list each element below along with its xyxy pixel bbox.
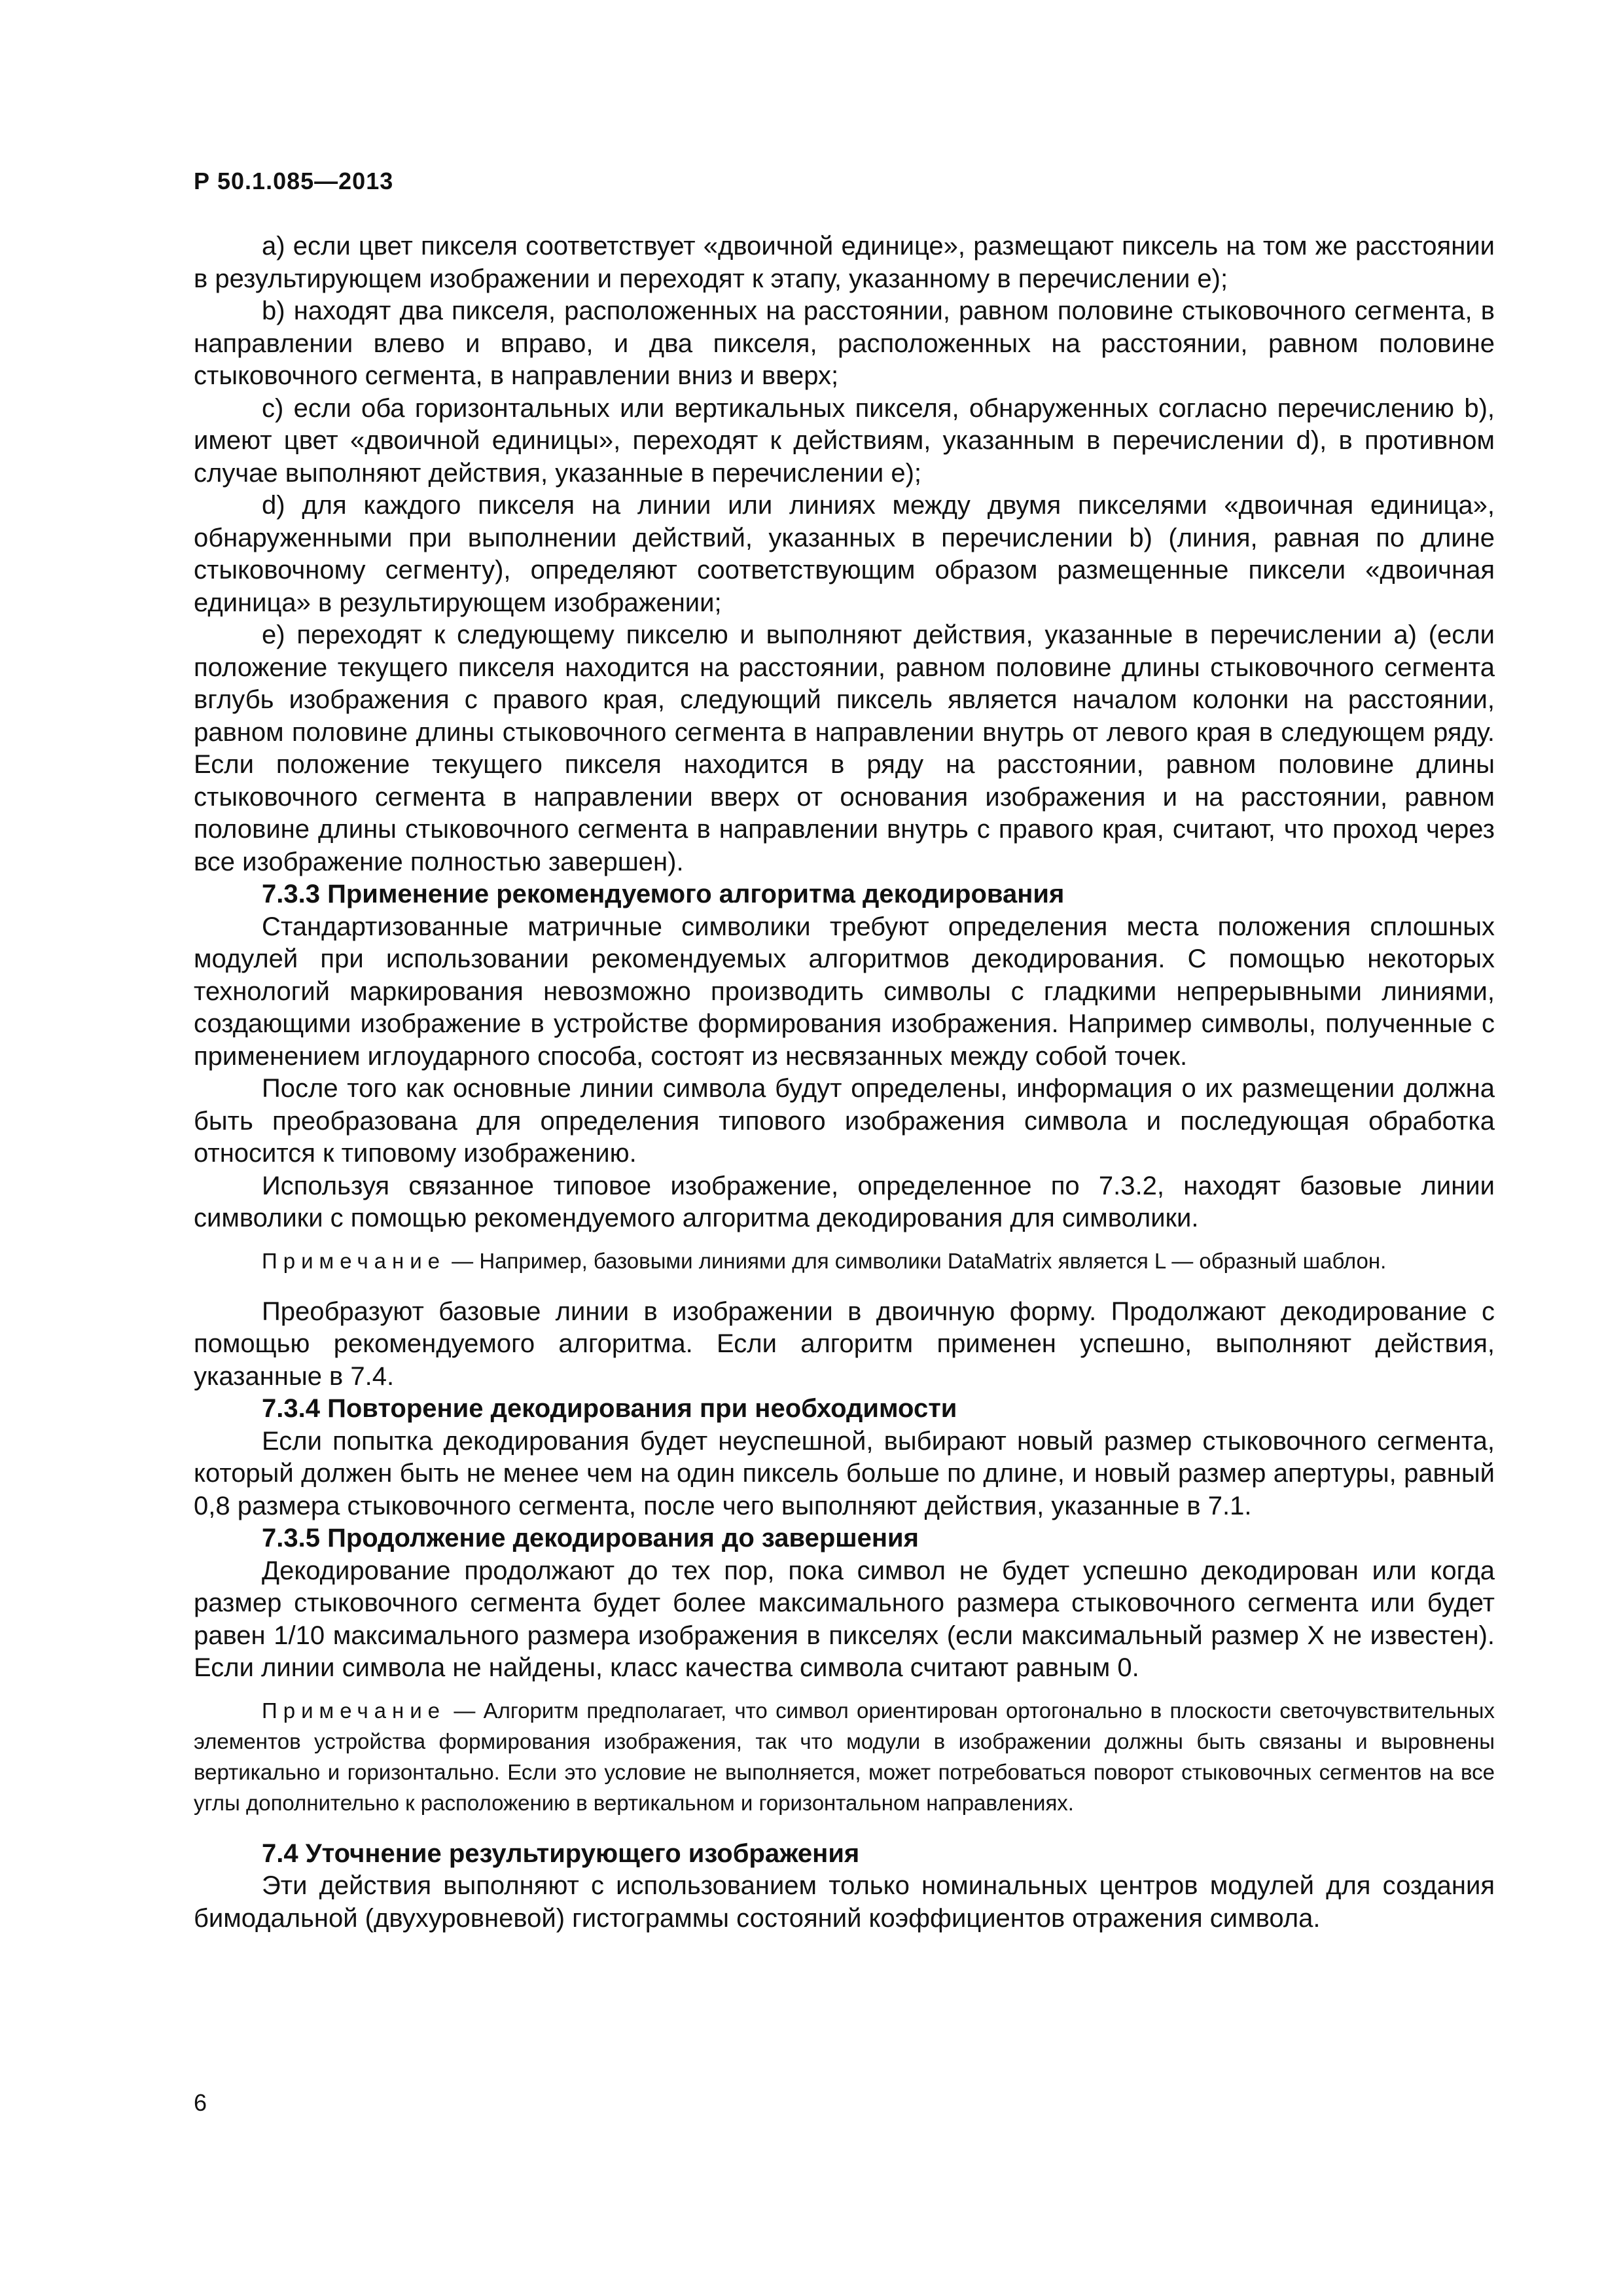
note-7-3-3: [194, 1246, 1495, 1276]
paragraph-7-3-3-2: После того как основные линии символа будут определены, информация о их размещении должна быть преобразована для определения типового изображения символа и последующая обработка относится к типовому изображению.: [194, 1074, 1495, 1168]
document-number: Р 50.1.085—2013: [194, 168, 394, 194]
note-text: — Алгоритм предполагает, что символ ориентирован ортогонально в плоскости светочувствительных элементов устройства формирования изображения, так что модули в изображении должны быть связаны и выровнены вертикально и горизонтально. Если это условие не выполняется, может потребоваться поворот стыковочных сегментов на все углы дополнительно к расположению в вертикальном и горизонтальном направлениях.: [194, 1698, 1495, 1815]
paragraph-7-3-4-1: Если попытка декодирования будет неуспешной, выбирают новый размер стыковочного сегмента, который должен быть не менее чем на один пиксель больше по длине, и новый размер апертуры, равный 0,8 размера стыковочного сегмента, после чего выполняют действия, указанные в 7.1.: [194, 1426, 1495, 1520]
paragraph-7-4-1: Эти действия выполняют с использованием только номинальных центров модулей для создания бимодальной (двухуровневой) гистограммы состояний коэффициентов отражения символа.: [194, 1871, 1495, 1933]
heading-7-3-5: 7.3.5 Продолжение декодирования до завершения: [262, 1524, 919, 1552]
paragraph-7-3-3-3: Используя связанное типовое изображение, определенное по 7.3.2, находят базовые линии символики с помощью рекомендуемого алгоритма декодирования для символики.: [194, 1171, 1495, 1232]
page-number: 6: [194, 2089, 207, 2116]
list-item-b: b) находят два пикселя, расположенных на расстоянии, равном половине стыковочного сегмента, в направлении влево и вправо, и два пикселя, расположенных на расстоянии, равном половине стыковочного сегмента, в направлении вниз и вверх;: [194, 296, 1495, 390]
list-item-a: a) если цвет пикселя соответствует «двоичной единице», размещают пиксель на том же расстоянии в результирующем изображении и переходят к этапу, указанному в перечислении е);: [194, 232, 1495, 293]
note-label: Примечание: [262, 1248, 446, 1273]
heading-7-4: 7.4 Уточнение результирующего изображения: [262, 1839, 860, 1868]
paragraph-7-3-3-1: Стандартизованные матричные символики требуют определения места положения сплошных модулей при использовании рекомендуемых алгоритмов декодирования. С помощью некоторых технологий маркирования невозможно производить символы с гладкими непрерывными линиями, создающими изображение в устройстве формирования изображения. Например символы, полученные с применением иглоударного способа, состоят из несвязанных между собой точек.: [194, 912, 1495, 1071]
note-text: — Например, базовыми линиями для символики DataMatrix является L — образный шаблон.: [446, 1248, 1387, 1273]
page-content: [194, 230, 1495, 1935]
heading-7-3-3: 7.3.3 Применение рекомендуемого алгоритма декодирования: [262, 880, 1065, 908]
list-item-e: е) переходят к следующему пикселю и выполняют действия, указанные в перечислении а) (если положение текущего пикселя находится на расстоянии, равном половине длины стыковочного сегмента вглубь изображения с правого края, следующий пиксель является началом колонки на расстоянии, равном половине длины стыковочного сегмента в направлении внутрь от левого края в следующем ряду. Если положение текущего пикселя находится в ряду на расстоянии, равном половине длины стыковочного сегмента в направлении вверх от основания изображения и на расстоянии, равном половине длины стыковочного сегмента в направлении внутрь с правого края, считают, что проход через все изображение полностью завершен).: [194, 620, 1495, 876]
paragraph-7-3-5-1: Декодирование продолжают до тех пор, пока символ не будет успешно декодирован или когда размер стыковочного сегмента будет более максимального размера стыковочного сегмента или будет равен 1/10 максимального размера изображения в пикселях (если максимальный размер X не известен). Если линии символа не найдены, класс качества символа считают равным 0.: [194, 1556, 1495, 1682]
note-7-3-5: [194, 1695, 1495, 1818]
heading-7-3-4: 7.3.4 Повторение декодирования при необходимости: [262, 1394, 957, 1423]
paragraph-7-3-3-4: Преобразуют базовые линии в изображении в двоичную форму. Продолжают декодирование с помощью рекомендуемого алгоритма. Если алгоритм применен успешно, выполняют действия, указанные в 7.4.: [194, 1297, 1495, 1391]
list-item-d: d) для каждого пикселя на линии или линиях между двумя пикселями «двоичная единица», обнаруженными при выполнении действий, указанных в перечислении b) (линия, равная по длине стыковочному сегменту), определяют соответствующим образом размещенные пиксели «двоичная единица» в результирующем изображении;: [194, 491, 1495, 617]
note-label: Примечание: [262, 1698, 446, 1723]
list-item-c: c) если оба горизонтальных или вертикальных пикселя, обнаруженных согласно перечислению b), имеют цвет «двоичной единицы», переходят к действиям, указанным в перечислении d), в противном случае выполняют действия, указанные в перечислении е);: [194, 393, 1495, 488]
